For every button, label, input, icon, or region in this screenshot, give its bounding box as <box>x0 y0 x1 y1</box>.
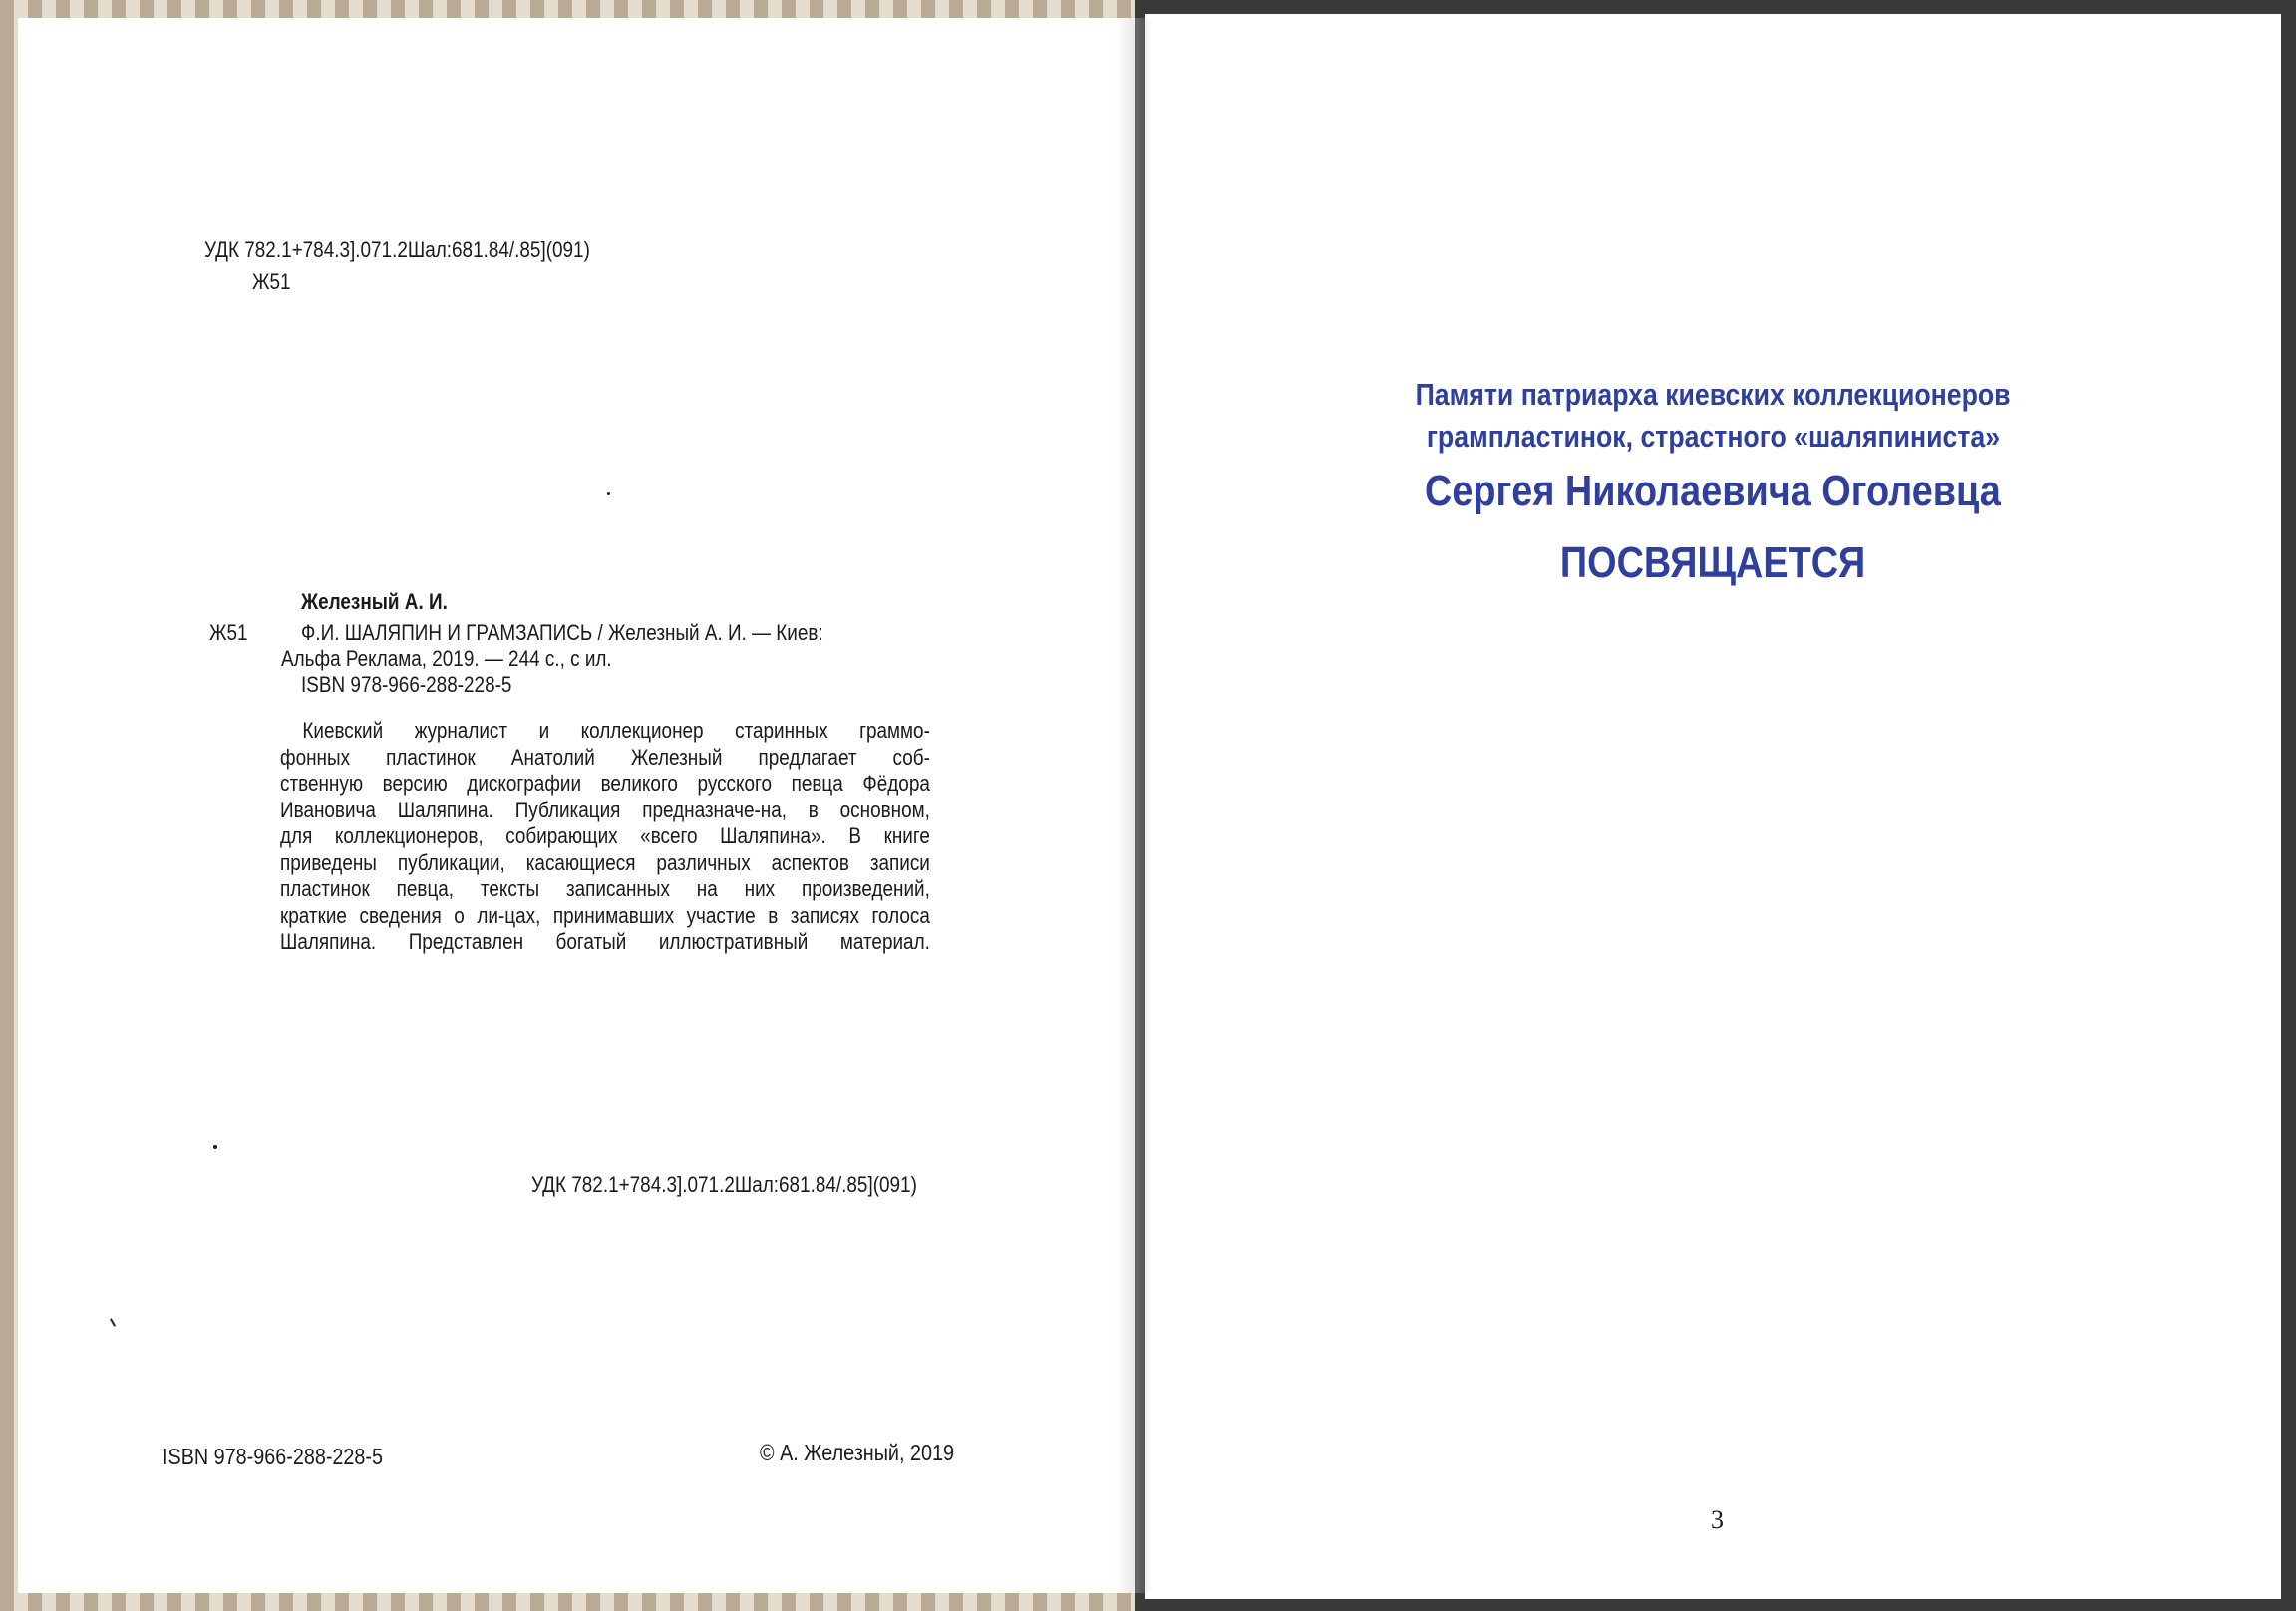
abstract-line: Ивановича Шаляпина. Публикация предназначе-на, в основном, <box>280 797 930 822</box>
abstract-line: приведены публикации, касающиеся различных аспектов записи <box>280 849 930 875</box>
udk-bottom: УДК 782.1+784.3].071.2Шал:681.84/.85](091) <box>531 1172 917 1197</box>
dedication-verb: ПОСВЯЩАЕТСЯ <box>1559 538 1866 587</box>
abstract-text <box>280 718 930 956</box>
abstract-line: Шаляпина. Представлен богатый иллюстративный материал. <box>280 929 930 954</box>
entry-isbn: ISBN 978-966-288-228-5 <box>301 672 512 697</box>
dedication-name: Сергея Николаевича Оголевца <box>1425 467 2001 515</box>
entry-publisher-line: Альфа Реклама, 2019. — 244 с., с ил. <box>281 646 612 671</box>
copyright-line: © А. Железный, 2019 <box>760 1440 954 1465</box>
abstract-line: пластинок певца, тексты записанных на них произведений, <box>280 876 930 901</box>
abstract-line: фонных пластинок Анатолий Железный предлагает соб- <box>280 744 930 770</box>
entry-title-line: Ф.И. ШАЛЯПИН И ГРАМЗАПИСЬ / Железный А. И. — Киев: <box>301 620 823 645</box>
isbn-bottom: ISBN 978-966-288-228-5 <box>163 1444 384 1469</box>
udk-top: УДК 782.1+784.3].071.2Шал:681.84/.85](091) <box>204 237 590 262</box>
dedication-line-1: Памяти патриарха киевских коллекционеров <box>1415 377 2011 412</box>
speck <box>607 492 610 495</box>
author-heading: Железный А. И. <box>301 589 448 614</box>
abstract-line: Киевский журналист и коллекционер старинных граммо- <box>302 718 930 743</box>
right-page <box>1145 14 2281 1599</box>
speck <box>213 1145 217 1149</box>
book-gutter <box>1115 18 1154 1593</box>
page-number: 3 <box>1711 1505 1724 1534</box>
bbk-code-top: Ж51 <box>252 269 291 294</box>
abstract-line: для коллекционеров, собирающих «всего Шаляпина». В книге <box>280 823 930 848</box>
dedication-line-2: грампластинок, страстного «шаляпиниста» <box>1426 419 2000 454</box>
bbk-code-entry: Ж51 <box>209 620 248 645</box>
abstract-line: краткие сведения о ли-цах, принимавших участие в записях голоса <box>280 902 930 928</box>
abstract-line: ственную версию дискографии великого русского певца Фёдора <box>280 771 930 796</box>
